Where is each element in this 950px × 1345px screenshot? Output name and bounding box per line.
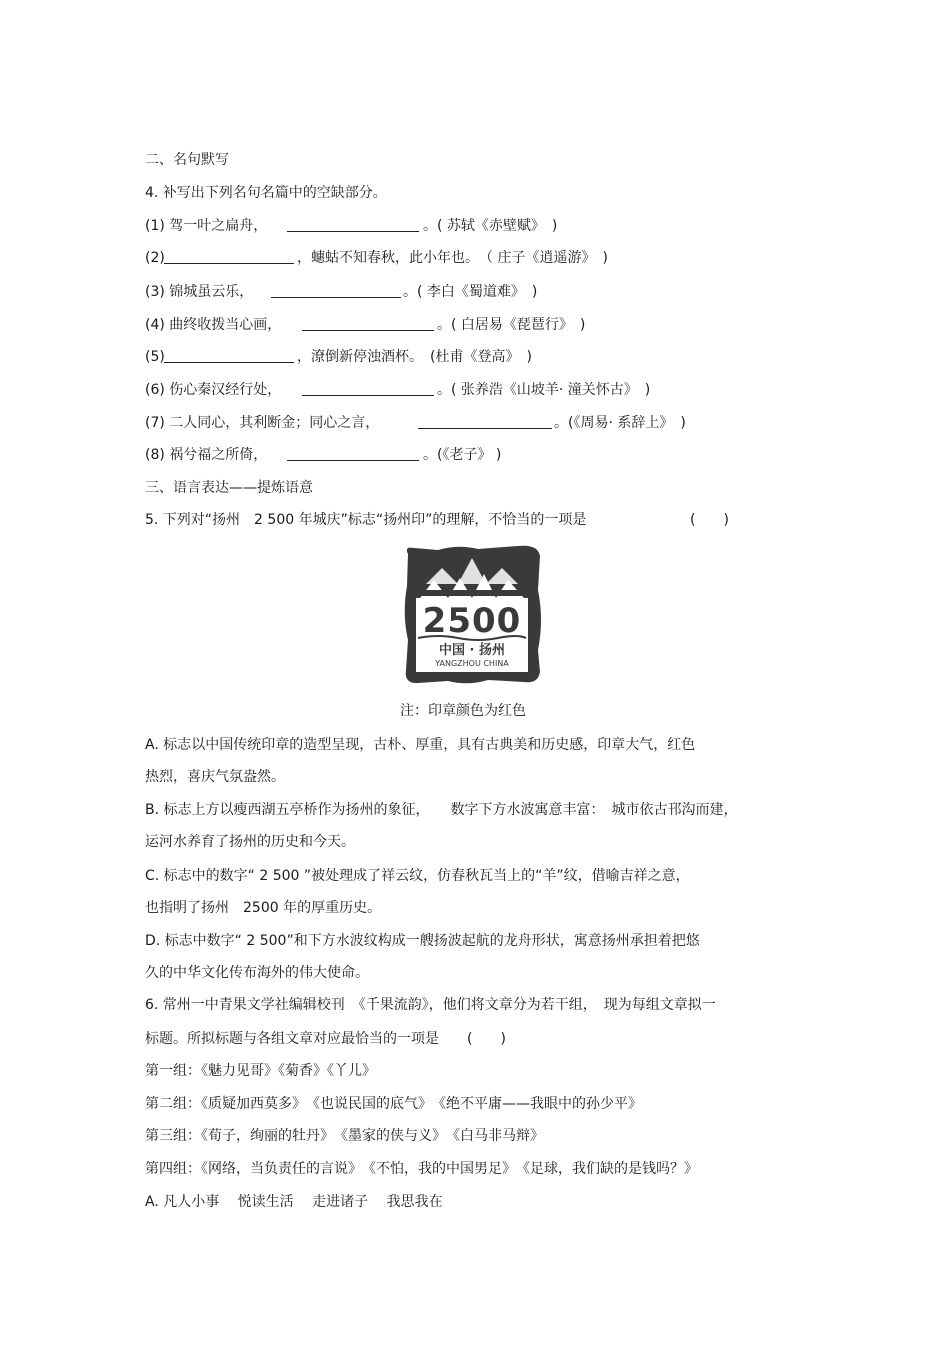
q4-item-8-post: 。(《老子》 ) [423, 447, 502, 463]
question-6-line2: 标题。所拟标题与各组文章对应最恰当的一项是 ( ) [145, 1031, 506, 1047]
pavilion-beam [420, 590, 524, 596]
q6-group-1: 第一组：《魅力见哥》《菊香》《丫儿》 [145, 1063, 376, 1079]
answer-blank[interactable] [164, 249, 294, 264]
q5-option-c-line2: 也指明了扬州 2500 年的厚重历史。 [145, 900, 382, 916]
q4-item-5-pre: (5) [145, 349, 165, 365]
q4-item-6-pre: (6) 伤心秦汉经行处， [145, 382, 282, 398]
q4-item-7-post: 。(《周易· 系辞上》 ) [554, 415, 686, 431]
q4-item-2-pre: (2) [145, 250, 165, 266]
seal-en-text: YANGZHOU CHINA [435, 659, 509, 668]
q4-item-5-post: ，潦倒新停浊酒杯。 (杜甫《登高》 ) [297, 349, 532, 365]
q5-option-a-line1: A. 标志以中国传统印章的造型呈现，古朴、厚重，具有古典美和历史感，印章大气，红色 [145, 737, 696, 753]
q4-item-8-pre: (8) 祸兮福之所倚， [145, 447, 268, 463]
question-4-stem: 4. 补写出下列名句名篇中的空缺部分。 [145, 185, 387, 201]
q6-group-2: 第二组：《质疑加西莫多》 《也说民国的底气》 《绝不平庸——我眼中的孙少平》 [145, 1096, 642, 1112]
answer-blank[interactable] [302, 316, 434, 331]
q4-item-7-pre: (7) 二人同心，其利断金；同心之言， [145, 415, 380, 431]
question-6-line1: 6. 常州一中青果文学社编辑校刊 《千果流韵》，他们将文章分为若干组， 现为每组文章拟一 [145, 997, 716, 1013]
q4-item-3-pre: (3) 锦城虽云乐， [145, 284, 254, 300]
q4-item-3-post: 。( 李白《蜀道难》 ) [403, 284, 538, 300]
q6-group-4: 第四组：《网络，当负责任的言说》 《不怕，我的中国男足》 《足球，我们缺的是钱吗？》 [145, 1161, 698, 1177]
q5-stem-text: 5. 下列对“扬州 2 500 年城庆”标志“扬州印”的理解，不恰当的一项是 [145, 512, 587, 528]
seal-cn-text: 中国 · 扬州 [439, 643, 505, 658]
q4-item-2-post: ，蟪蛄不知春秋，此小年也。 （ 庄子《逍遥游》 ) [297, 250, 608, 266]
answer-blank[interactable] [164, 348, 294, 363]
q4-item-1-post: 。( 苏轼《赤壁赋》 ) [423, 218, 558, 234]
yangzhou-seal-logo [398, 540, 546, 688]
q4-item-4-post: 。( 白居易《琵琶行》 ) [437, 317, 586, 333]
q4-item-6-post: 。( 张养浩《山坡羊· 潼关怀古》 ) [437, 382, 651, 398]
answer-blank[interactable] [271, 283, 401, 298]
q5-option-c-line1: C. 标志中的数字“ 2 500 ”被处理成了祥云纹，仿春秋瓦当上的“羊”纹，借喻吉祥之意， [145, 868, 690, 884]
answer-blank[interactable] [418, 414, 552, 429]
q5-option-a-line2: 热烈，喜庆气氛盎然。 [145, 769, 285, 785]
q6-group-3: 第三组：《荀子，绚丽的牡丹》 《墨家的侠与义》 《白马非马辩》 [145, 1128, 544, 1144]
q5-option-d-line1: D. 标志中数字“ 2 500”和下方水波纹构成一艘扬波起航的龙舟形状，寓意扬州承担着把悠 [145, 933, 700, 949]
section-title-2: 二、名句默写 [145, 152, 229, 168]
q5-option-b-line1: B. 标志上方以瘦西湖五亭桥作为扬州的象征， 数字下方水波寓意丰富： 城市依古邗沟而建， [145, 802, 738, 818]
q5-option-d-line2: 久的中华文化传布海外的伟大使命。 [145, 965, 369, 981]
q6-option-a: A. 凡人小事 悦读生活 走进诸子 我思我在 [145, 1194, 443, 1210]
seal-number: 2500 [422, 601, 522, 641]
seal-graphic [398, 540, 546, 688]
q4-item-4-pre: (4) 曲终收拨当心画， [145, 317, 282, 333]
answer-blank[interactable] [287, 217, 419, 232]
q4-item-1-pre: (1) 驾一叶之扁舟， [145, 218, 268, 234]
answer-blank[interactable] [287, 446, 419, 461]
answer-blank[interactable] [302, 381, 434, 396]
q5-answer-paren[interactable]: ( ) [690, 512, 729, 528]
section-title-3: 三、语言表达——提炼语意 [145, 480, 313, 496]
q5-option-b-line2: 运河水养育了扬州的历史和今天。 [145, 834, 355, 850]
seal-caption: 注：印章颜色为红色 [400, 703, 526, 719]
